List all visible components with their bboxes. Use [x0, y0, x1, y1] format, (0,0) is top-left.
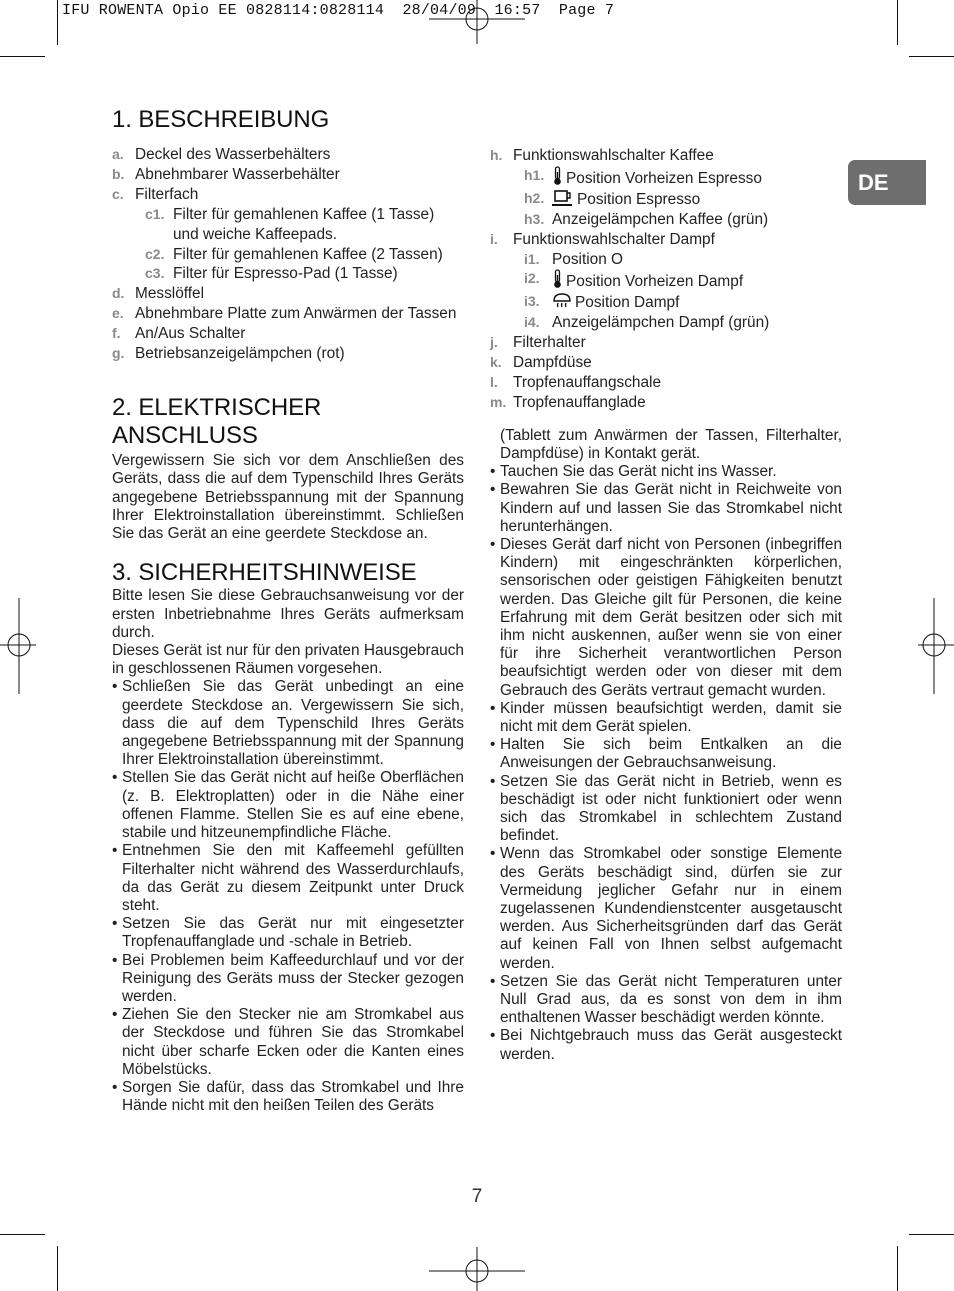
section-title-description: 1. BESCHREIBUNG	[112, 106, 330, 133]
bullet-item: • Setzen Sie das Gerät nicht Temperaturen unter Null Grad aus, da es sonst von dem in ihm enthaltenen Wasser beschädigt werden könnte.	[490, 972, 842, 1027]
right-column	[490, 146, 842, 1064]
list-item: c2. Filter für gemahlenen Kaffee (2 Tassen)	[145, 245, 443, 263]
bullet-item: • Stellen Sie das Gerät nicht auf heiße Oberflächen (z. B. Elektroplatten) oder in die Nähe einer offenen Flamme. Stellen Sie es auf eine ebene, stabile und hitzeunempfindliche Fläche.	[112, 769, 464, 842]
bullet-item: • Tauchen Sie das Gerät nicht ins Wasser.	[490, 463, 777, 481]
list-item: m. Tropfenauffanglade	[490, 393, 646, 411]
bullet-item: • Bei Nichtgebrauch muss das Gerät ausgesteckt werden.	[490, 1027, 842, 1063]
list-item: l. Tropfenauffangschale	[490, 373, 662, 391]
bullet-item: • Ziehen Sie den Stecker nie am Stromkabel aus der Steckdose und führen Sie das Stromkabel nicht über scharfe Ecken oder die Kanten eines Möbelstücks.	[112, 1006, 464, 1078]
bullet-item: • Bewahren Sie das Gerät nicht in Reichweite von Kindern auf und lassen Sie das Stromkabel nicht herunterhängen.	[490, 481, 842, 535]
list-item: h3. Anzeigelämpchen Kaffee (grün)	[524, 210, 769, 228]
list-item: c3. Filter für Espresso-Pad (1 Tasse)	[145, 265, 398, 283]
list-item: i1. Position O	[524, 250, 624, 268]
safety-continuation: (Tablett zum Anwärmen der Tassen, Filterhalter, Dampfdüse) in Kontakt gerät.	[500, 426, 842, 462]
registration-mark-right	[914, 598, 954, 694]
electrical-paragraph: Vergewissern Sie sich vor dem Anschließen des Geräts, dass die auf dem Typenschild Ihres Geräts angegebene Betriebsspannung mit der Spannung Ihrer Elektroinstallation übereinstimmt. Schließen Sie das Gerät an eine geerdete Steckdose an.	[112, 451, 464, 543]
bullet-item: • Dieses Gerät darf nicht von Personen (inbegriffen Kindern) mit eingeschränkten körperlichen, sensorischen oder geistigen Fähigkeiten benutzt werden. Das Gleiche gilt für Personen, die keine Erfahrung mit dem Gerät besitzen oder sich mit ihm nicht auskennen, außer wenn sie von einer für ihre Sicherheit verantwortlichen Person beaufsichtigt werden oder von dieser mit dem Gebrauch des Geräts vertraut gemacht wurden.	[490, 536, 842, 699]
bullet-item: • Wenn das Stromkabel oder sonstige Elemente des Geräts beschädigt sind, dürfen sie zur Vermeidung jeglicher Gefahr nur in einem zugelassenen Kundendienstcenter ausgetauscht werden. Aus Sicherheitsgründen darf das Gerät auf keinen Fall von Ihnen selbst aufgemacht werden.	[490, 845, 842, 972]
list-item: g. Betriebsanzeigelämpchen (rot)	[112, 345, 345, 363]
language-tab: DE	[848, 160, 926, 205]
steam-icon	[552, 292, 572, 310]
list-item: f. An/Aus Schalter	[112, 325, 246, 343]
list-item: i. Funktionswahlschalter Dampf	[490, 230, 715, 248]
list-item: h. Funktionswahlschalter Kaffee	[490, 147, 714, 164]
left-column	[112, 106, 464, 1115]
list-item: h1. Position Vorheizen Espresso	[524, 166, 762, 187]
print-header: IFU ROWENTA Opio EE 0828114:0828114 28/04/09 16:57 Page 7	[62, 2, 615, 19]
bullet-item: • Kinder müssen beaufsichtigt werden, damit sie nicht mit dem Gerät spielen.	[490, 699, 842, 736]
registration-mark-left	[0, 598, 40, 694]
bullet-item: • Halten Sie sich beim Entkalken an die Anweisungen der Gebrauchsanweisung.	[490, 736, 842, 772]
thermometer-icon	[552, 269, 563, 289]
espresso-cup-icon	[552, 189, 574, 207]
registration-mark-top	[429, 0, 525, 48]
registration-mark-bottom	[429, 1245, 525, 1291]
list-item: k. Dampfdüse	[490, 354, 592, 372]
list-item: c1. Filter für gemahlenen Kaffee (1 Tasse) und weiche Kaffeepads.	[145, 205, 435, 243]
list-item: b. Abnehmbarer Wasserbehälter	[112, 165, 340, 183]
list-item: c. Filterfach	[112, 185, 199, 203]
list-item: d. Messlöffel	[112, 285, 205, 303]
bullet-item: • Setzen Sie das Gerät nur mit eingesetzter Tropfenauffanglade und -schale in Betrieb.	[112, 915, 464, 951]
safety-intro-1: Bitte lesen Sie diese Gebrauchsanweisung vor der ersten Inbetriebnahme Ihres Geräts aufmerksam durch.	[112, 587, 464, 641]
safety-intro-2: Dieses Gerät ist nur für den privaten Hausgebrauch in geschlossenen Räumen vorgesehen.	[112, 642, 464, 678]
list-item: a. Deckel des Wasserbehälters	[112, 146, 331, 163]
bullet-item: • Entnehmen Sie den mit Kaffeemehl gefüllten Filterhalter nicht während des Wasserdurchlaufs, da das Gerät zu diesem Zeitpunkt unter Druck steht.	[112, 842, 464, 914]
page-number: 7	[471, 1186, 483, 1207]
list-item: i3. Position Dampf	[524, 293, 680, 312]
bullet-item: • Sorgen Sie dafür, dass das Stromkabel und Ihre Hände nicht mit den heißen Teilen des Geräts	[112, 1078, 464, 1115]
bullet-item: • Bei Problemen beim Kaffeedurchlauf und vor der Reinigung des Geräts muss der Stecker gezogen werden.	[112, 951, 464, 1005]
bullet-item: • Schließen Sie das Gerät unbedingt an eine geerdete Steckdose an. Vergewissern Sie sich, dass die auf dem Typenschild Ihres Geräts angegebene Betriebsspannung mit der Spannung Ihrer Elektroinstallation übereinstimmt.	[112, 678, 464, 769]
section-title-electrical: 2. ELEKTRISCHER ANSCHLUSS	[112, 393, 322, 449]
list-item: i2. Position Vorheizen Dampf	[524, 270, 744, 291]
section-title-safety: 3. SICHERHEITSHINWEISE	[112, 559, 417, 587]
bullet-item: • Setzen Sie das Gerät nicht in Betrieb, wenn es beschädigt ist oder nicht funktioniert oder wenn sich das Stromkabel in schlechtem Zustand befindet.	[490, 772, 842, 845]
list-item: j. Filterhalter	[490, 334, 586, 352]
list-item: h2. Position Espresso	[524, 189, 701, 208]
thermometer-icon	[552, 166, 563, 186]
list-item: e. Abnehmbare Platte zum Anwärmen der Tassen	[112, 305, 457, 323]
list-item: i4. Anzeigelämpchen Dampf (grün)	[524, 314, 770, 332]
